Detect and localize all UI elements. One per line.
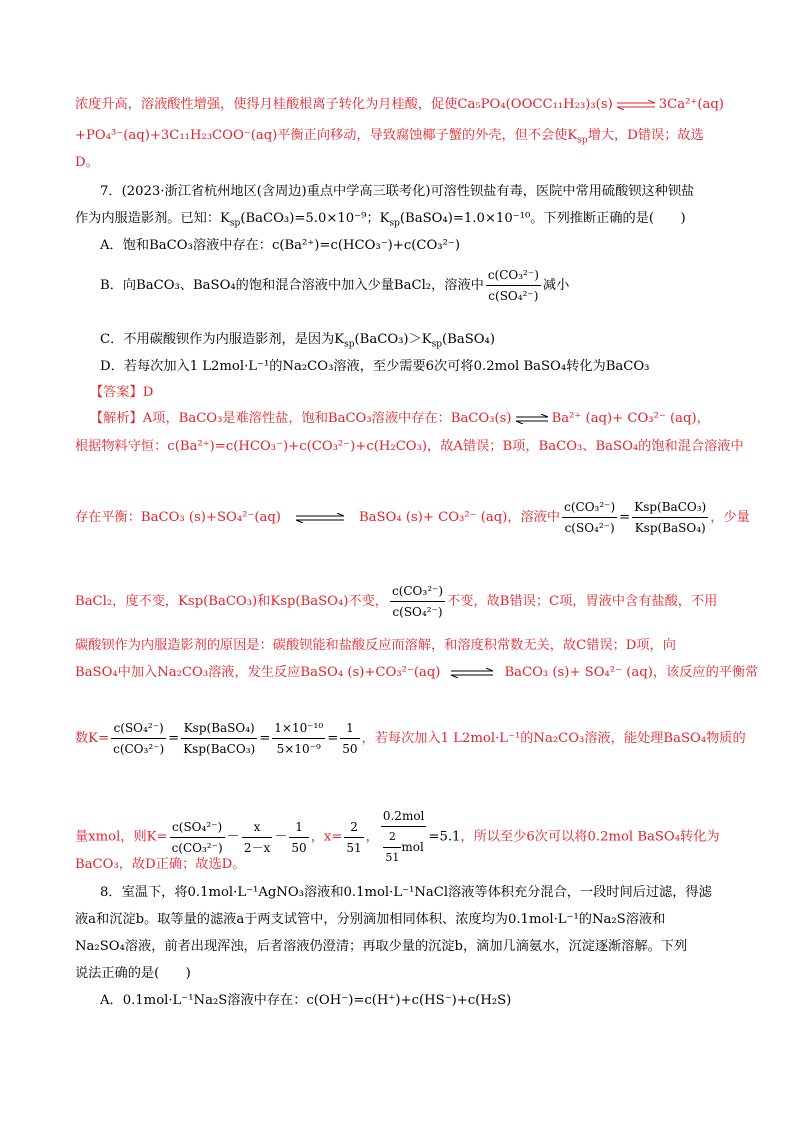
explanation-7-line-4: BaCl₂，度不变，Ksp(BaCO₃)和Ksp(BaSO₄)不变， $\frac{\text{c(CO₃²⁻)}}{\text{c(SO₄²⁻)}}$ 不变，故B错误；C项，胃液中含有盐酸，不用 — [75, 584, 718, 619]
equilibrium-arrow-icon — [450, 668, 494, 678]
question-8-option-a: A．0.1mol·L⁻¹Na₂S溶液中存在：c(OH⁻)=c(H⁺)+c(HS⁻)+c(H₂S) — [100, 993, 512, 1008]
equilibrium-arrow-icon — [515, 414, 549, 424]
explanation-7-line-7: 数K= $\frac{\text{c(SO₄²⁻)}}{\text{c(CO₃²⁻)}}$ = $\frac{\text{Ksp(BaSO₄)}}{\text{Ksp(BaCO₃)}}$ = $\frac{\text{1×10⁻¹⁰}}{\text{5×10⁻⁹}}$ = $\frac{1}{50}$ ，若每次加入1 L2mol·L⁻¹的Na₂CO₃溶液，能处理BaSO₄物质的 — [75, 721, 746, 756]
question-7-stem-1: 7．(2023·浙江省杭州地区(含周边)重点中学高三联考化)可溶性钡盐有毒，医院中常用硫酸钡这种钡盐 — [100, 184, 695, 199]
explanation-7-line-1: 【解析】A项，BaCO₃是难溶性盐，饱和BaCO₃溶液中存在：BaCO₃(s) Ba²⁺ (aq)+ CO₃²⁻ (aq)， — [90, 411, 710, 426]
equilibrium-arrow-icon — [295, 513, 345, 523]
explanation-7-line-8: 量xmol，则K= $\frac{\text{c(SO₄²⁻)}}{\text{c(CO₃²⁻)}}$ － $\frac{x}{2-x}$ － $\frac{1}{50}$ ，x= $\frac{2}{51}$ ， 0.2mol $\frac{2}{51}$ mol =5.1，所以至少6次可以将0.2mol BaSO₄转化为 — [75, 809, 720, 864]
explanation-7-line-9: BaCO₃，故D正确；故选D。 — [75, 857, 246, 872]
explanation-7-line-2: 根据物料守恒：c(Ba²⁺)=c(HCO₃⁻)+c(CO₃²⁻)+c(H₂CO₃)，故A错误；B项，BaCO₃、BaSO₄的饱和混合溶液中 — [75, 439, 744, 454]
option-d: D．若每次加入1 L2mol·L⁻¹的Na₂CO₃溶液，至少需要6次可将0.2mol BaSO₄转化为BaCO₃ — [100, 359, 650, 374]
explanation-line-2: +PO₄³⁻(aq)+3C₁₁H₂₃COO⁻(aq)平衡正向移动，导致腐蚀椰子蟹的外壳，但不会使$K_{sp}$增大，D错误；故选 — [75, 128, 704, 146]
question-7-stem-2: 作为内服造影剂。已知：$K_{sp}(BaCO_3)=5.0\times 10^{-9}$；$K_{sp}(BaSO_4)=1.0\times 10^{-10}$。下列推断正确的是( ) — [75, 211, 686, 229]
explanation-7-line-6: BaSO₄中加入Na₂CO₃溶液，发生反应BaSO₄ (s)+CO₃²⁻(aq) BaCO₃ (s)+ SO₄²⁻ (aq)，该反应的平衡常 — [75, 665, 759, 680]
equilibrium-arrow-icon — [616, 100, 656, 110]
option-c: C．不用碳酸钡作为内服造影剂，是因为$K_{sp}(BaCO_3)>K_{sp}(BaSO_4)$ — [100, 332, 495, 350]
option-a: A．饱和BaCO₃溶液中存在：c(Ba²⁺)=c(HCO₃⁻)+c(CO₃²⁻) — [100, 238, 460, 253]
explanation-7-line-5: 碳酸钡作为内服造影剂的原因是：碳酸钡能和盐酸反应而溶解，和溶度积常数无关，故C错误；D项，向 — [75, 638, 676, 653]
question-8-stem-1: 8．室温下，将0.1mol·L⁻¹AgNO₃溶液和0.1mol·L⁻¹NaCl溶液等体积充分混合，一段时间后过滤，得滤 — [100, 885, 712, 900]
option-b: B．向BaCO₃、BaSO₄的饱和混合溶液中加入少量BaCl₂，溶液中 $\frac{\text{c(CO₃²⁻)}}{\text{c(SO₄²⁻)}}$ 减小 — [100, 268, 570, 303]
explanation-line-1: 浓度升高，溶液酸性增强，使得月桂酸根离子转化为月桂酸，促使Ca₅PO₄(OOCC₁₁H₂₃)₃(s) 3Ca²⁺(aq) — [75, 97, 724, 112]
question-8-stem-3: Na₂SO₄溶液，前者出现浑浊，后者溶液仍澄清；再取少量的沉淀b，滴加几滴氨水，沉淀逐渐溶解。下列 — [75, 939, 688, 954]
explanation-7-line-3: 存在平衡：BaCO₃ (s)+SO₄²⁻(aq) BaSO₄ (s)+ CO₃²⁻ (aq)，溶液中 $\frac{\text{c(CO₃²⁻)}}{\text{c(SO₄²⁻)}}$ = $\frac{\text{Ksp(BaCO₃)}}{\text{Ksp(BaSO₄)}}$ ，少量 — [75, 500, 750, 535]
answer-label: 【答案】D — [90, 385, 154, 400]
question-8-stem-2: 液a和沉淀b。取等量的滤液a于两支试管中，分别滴加相同体积、浓度均为0.1mol·L⁻¹的Na₂S溶液和 — [75, 912, 666, 927]
explanation-line-3: D。 — [75, 155, 99, 170]
question-8-stem-4: 说法正确的是( ) — [75, 966, 191, 981]
